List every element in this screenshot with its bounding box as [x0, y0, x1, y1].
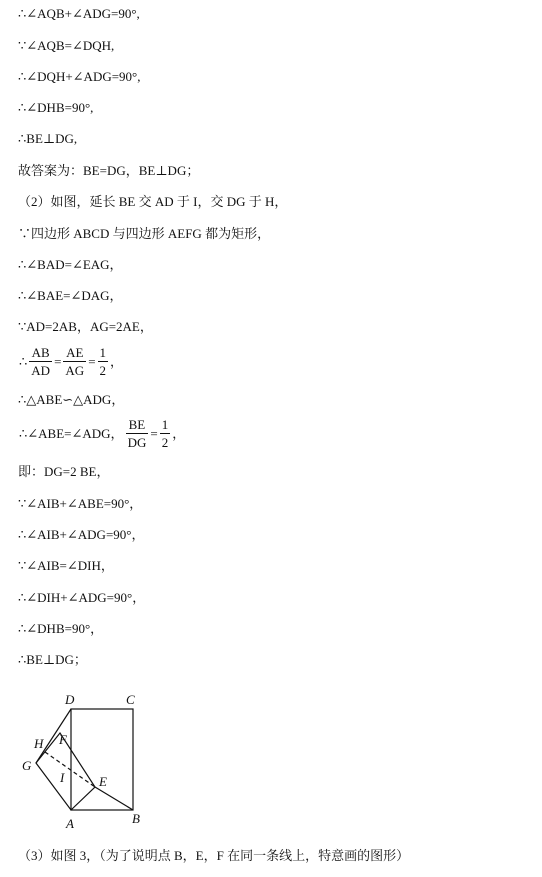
fraction: $\frac{1}{2}$	[161, 417, 169, 450]
text-line: ∴∠BAD=∠EAG，	[18, 257, 123, 272]
text-line: ∵AD=2AB，AG=2AE，	[18, 319, 153, 334]
footer-text: （3）如图 3，（为了说明点 B，E，F 在同一条线上，特意画的图形）	[18, 848, 410, 863]
text-line: ∴∠DIH+∠ADG=90°，	[18, 590, 146, 605]
label-b: B	[132, 811, 140, 826]
fraction: $\frac{AE}{AG}$	[65, 345, 85, 378]
rectangle-abcd	[71, 709, 133, 810]
text-line: ∴∠AIB+∠ADG=90°，	[18, 527, 145, 542]
label-d: D	[65, 692, 75, 707]
label-e: E	[99, 774, 107, 789]
label-h: H	[34, 736, 44, 751]
text-line: ∴∠AQB+∠ADG=90°,	[18, 6, 140, 21]
label-a: A	[66, 816, 74, 831]
text-line: ∵∠AQB=∠DQH,	[18, 38, 115, 53]
text-line: ∴∠DHB=90°，	[18, 621, 104, 636]
ratio-line: ∴ $\frac{AB}{AD}$ = $\frac{AE}{AG}$ = $\frac{1}{2}$ ，	[19, 345, 124, 378]
text-line: ∴∠DQH+∠ADG=90°,	[18, 69, 141, 84]
fraction: $\frac{AB}{AD}$	[31, 345, 51, 378]
label-i: I	[60, 770, 65, 785]
text-line: 即：DG=2 BE，	[18, 464, 110, 479]
text-line: ∵∠AIB=∠DIH，	[18, 558, 114, 573]
text-line: ∴BE⊥DG；	[18, 652, 87, 667]
text-line: ∴∠BAE=∠DAG，	[18, 288, 123, 303]
label-c: C	[126, 692, 135, 707]
label-g: G	[22, 758, 32, 773]
label-f: F	[59, 732, 67, 747]
angle-ratio-line: ∴∠ABE=∠ADG， $\frac{BE}{DG}$ = $\frac{1}{2}$ ，	[19, 417, 186, 450]
text-line: （2）如图，延长 BE 交 AD 于 I，交 DG 于 H，	[18, 194, 288, 209]
text-line: ∴BE⊥DG,	[18, 131, 78, 146]
text-line: ∵四边形 ABCD 与四边形 AEFG 都为矩形，	[18, 226, 271, 241]
text-line: ∴△ABE∽△ADG，	[18, 392, 125, 407]
segment-eb	[95, 787, 133, 810]
dashed-line-he	[45, 752, 95, 787]
text-line: ∴∠DHB=90°,	[18, 100, 94, 115]
fraction: $\frac{BE}{DG}$	[127, 417, 147, 450]
fraction: $\frac{1}{2}$	[99, 345, 107, 378]
text-line: ∵∠AIB+∠ABE=90°，	[18, 496, 143, 511]
text-line: 故答案为：BE=DG，BE⊥DG；	[18, 163, 200, 178]
